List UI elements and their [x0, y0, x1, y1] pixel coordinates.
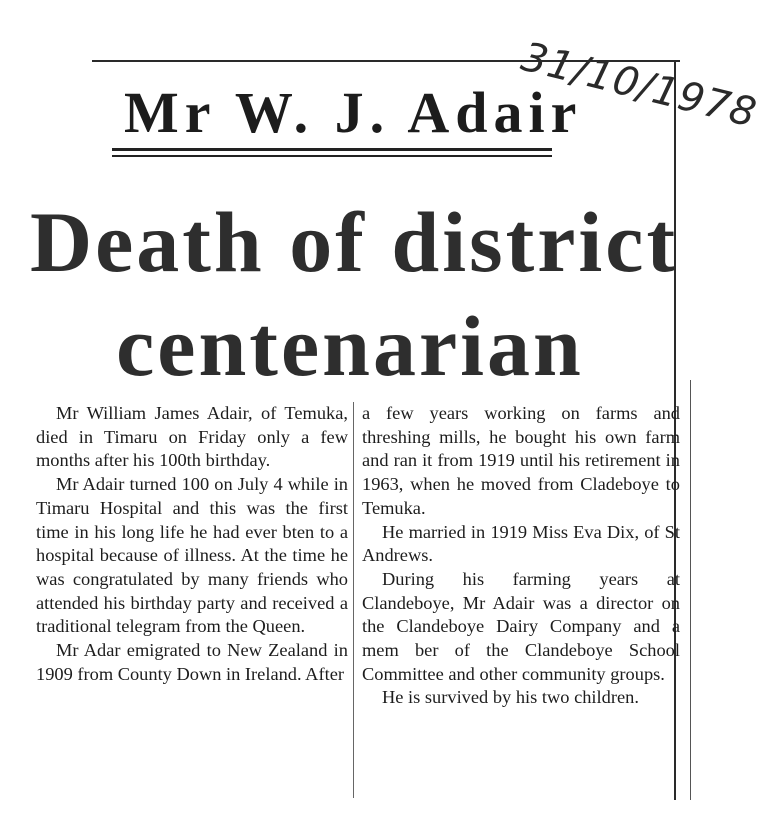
- article-paragraph: He is survived by his two children.: [382, 687, 639, 708]
- column-divider: [353, 402, 354, 798]
- article-paragraph: Mr Adar emigrated to New Zealand in 1909 from County Down in Ireland. After: [36, 640, 348, 684]
- kicker-heading: Mr W. J. Adair: [124, 80, 583, 145]
- article-paragraph: Mr William James Adair, of Temuka, died in Timaru on Friday only a few months after his 100th birthday.: [36, 403, 348, 471]
- clipping-inner-border: [690, 380, 691, 800]
- article-paragraph: a few years working on farms and threshing mills, he bought his own farm and ran it from 1919 until his retirement in 1963, when he moved from Cladeboye to Temuka.: [362, 403, 680, 518]
- article-paragraph: He married in 1919 Miss Eva Dix, of St Andrews.: [362, 521, 680, 566]
- headline-line-1: Death of district: [30, 194, 679, 290]
- article-paragraph: Mr Adair turned 100 on July 4 while in Timaru Hospital and this was the first time in his long life he had ever bten to a hospital because of illness. At the time he was congratulated by many friends who attended his birthday party and received a traditional telegram from the Queen.: [36, 474, 348, 637]
- article-column-right: [362, 402, 680, 710]
- kicker-rule: [112, 155, 552, 157]
- handwritten-date: 31/10/1978: [516, 34, 761, 137]
- article-paragraph: During his farming years at Clandeboye, Mr Adair was a director on the Clandeboye Dairy Company and a mem ber of the Clandeboye School Committee and other community groups.: [362, 568, 680, 684]
- kicker-rule: [112, 148, 552, 151]
- headline-line-2: centenarian: [116, 298, 584, 394]
- headline: [30, 190, 679, 398]
- article-column-left: [36, 402, 348, 686]
